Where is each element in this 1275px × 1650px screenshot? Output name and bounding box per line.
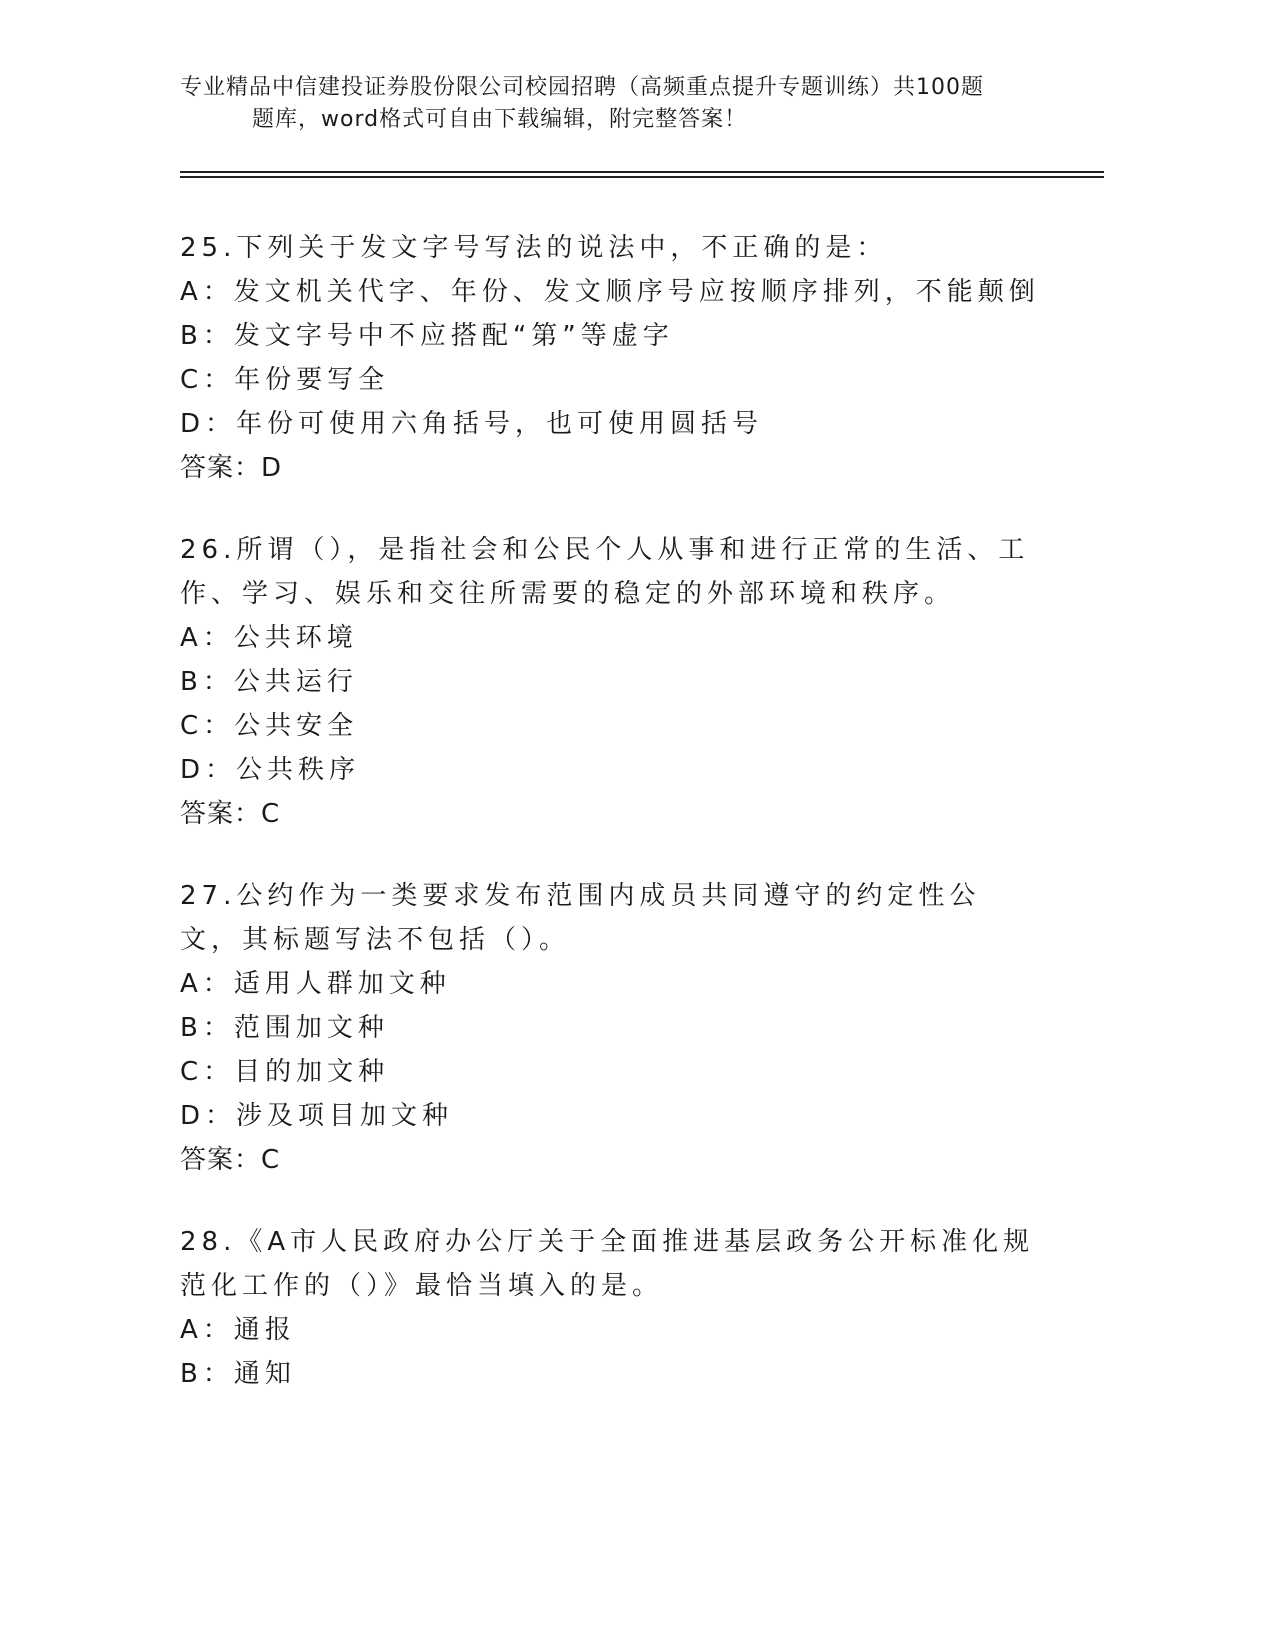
answer-line: 答案：C	[180, 799, 281, 829]
header-title-line-1: 专业精品中信建投证券股份限公司校园招聘（高频重点提升专题训练）共100题	[180, 75, 984, 100]
question-28	[180, 1220, 1040, 1396]
question-text: 25.下列关于发文字号写法的说法中，不正确的是：	[180, 233, 888, 263]
header-title-line-2: 题库，word格式可自由下载编辑，附完整答案！	[252, 107, 748, 132]
header-divider-bottom	[180, 176, 1104, 178]
option-d: D：公共秩序	[180, 755, 361, 785]
option-d: D：涉及项目加文种	[180, 1101, 454, 1131]
question-27	[180, 874, 1040, 1182]
answer-line: 答案：C	[180, 1145, 281, 1175]
question-text: 26.所谓（），是指社会和公民个人从事和进行正常的生活、工作、学习、娱乐和交往所需要的稳定的外部环境和秩序。	[180, 535, 1030, 609]
question-list	[180, 226, 1040, 1434]
option-a: A：适用人群加文种	[180, 969, 451, 999]
question-26	[180, 528, 1040, 836]
header-divider-top	[180, 171, 1104, 173]
option-d: D：年份可使用六角括号，也可使用圆括号	[180, 409, 764, 439]
option-b: B：公共运行	[180, 667, 358, 697]
option-c: C：目的加文种	[180, 1057, 390, 1087]
option-b: B：通知	[180, 1359, 296, 1389]
document-header	[180, 72, 1040, 136]
option-a: A：通报	[180, 1315, 296, 1345]
question-text: 28.《A市人民政府办公厅关于全面推进基层政务公开标准化规范化工作的（）》最恰当填入的是。	[180, 1227, 1035, 1301]
option-b: B：范围加文种	[180, 1013, 389, 1043]
question-text: 27.公约作为一类要求发布范围内成员共同遵守的约定性公文，其标题写法不包括（）。	[180, 881, 981, 955]
option-c: C：年份要写全	[180, 365, 390, 395]
option-c: C：公共安全	[180, 711, 359, 741]
option-a: A：公共环境	[180, 623, 358, 653]
option-b: B：发文字号中不应搭配“第”等虚字	[180, 321, 674, 351]
question-25	[180, 226, 1040, 490]
option-a: A：发文机关代字、年份、发文顺序号应按顺序排列，不能颠倒	[180, 277, 1040, 307]
answer-line: 答案：D	[180, 453, 283, 483]
